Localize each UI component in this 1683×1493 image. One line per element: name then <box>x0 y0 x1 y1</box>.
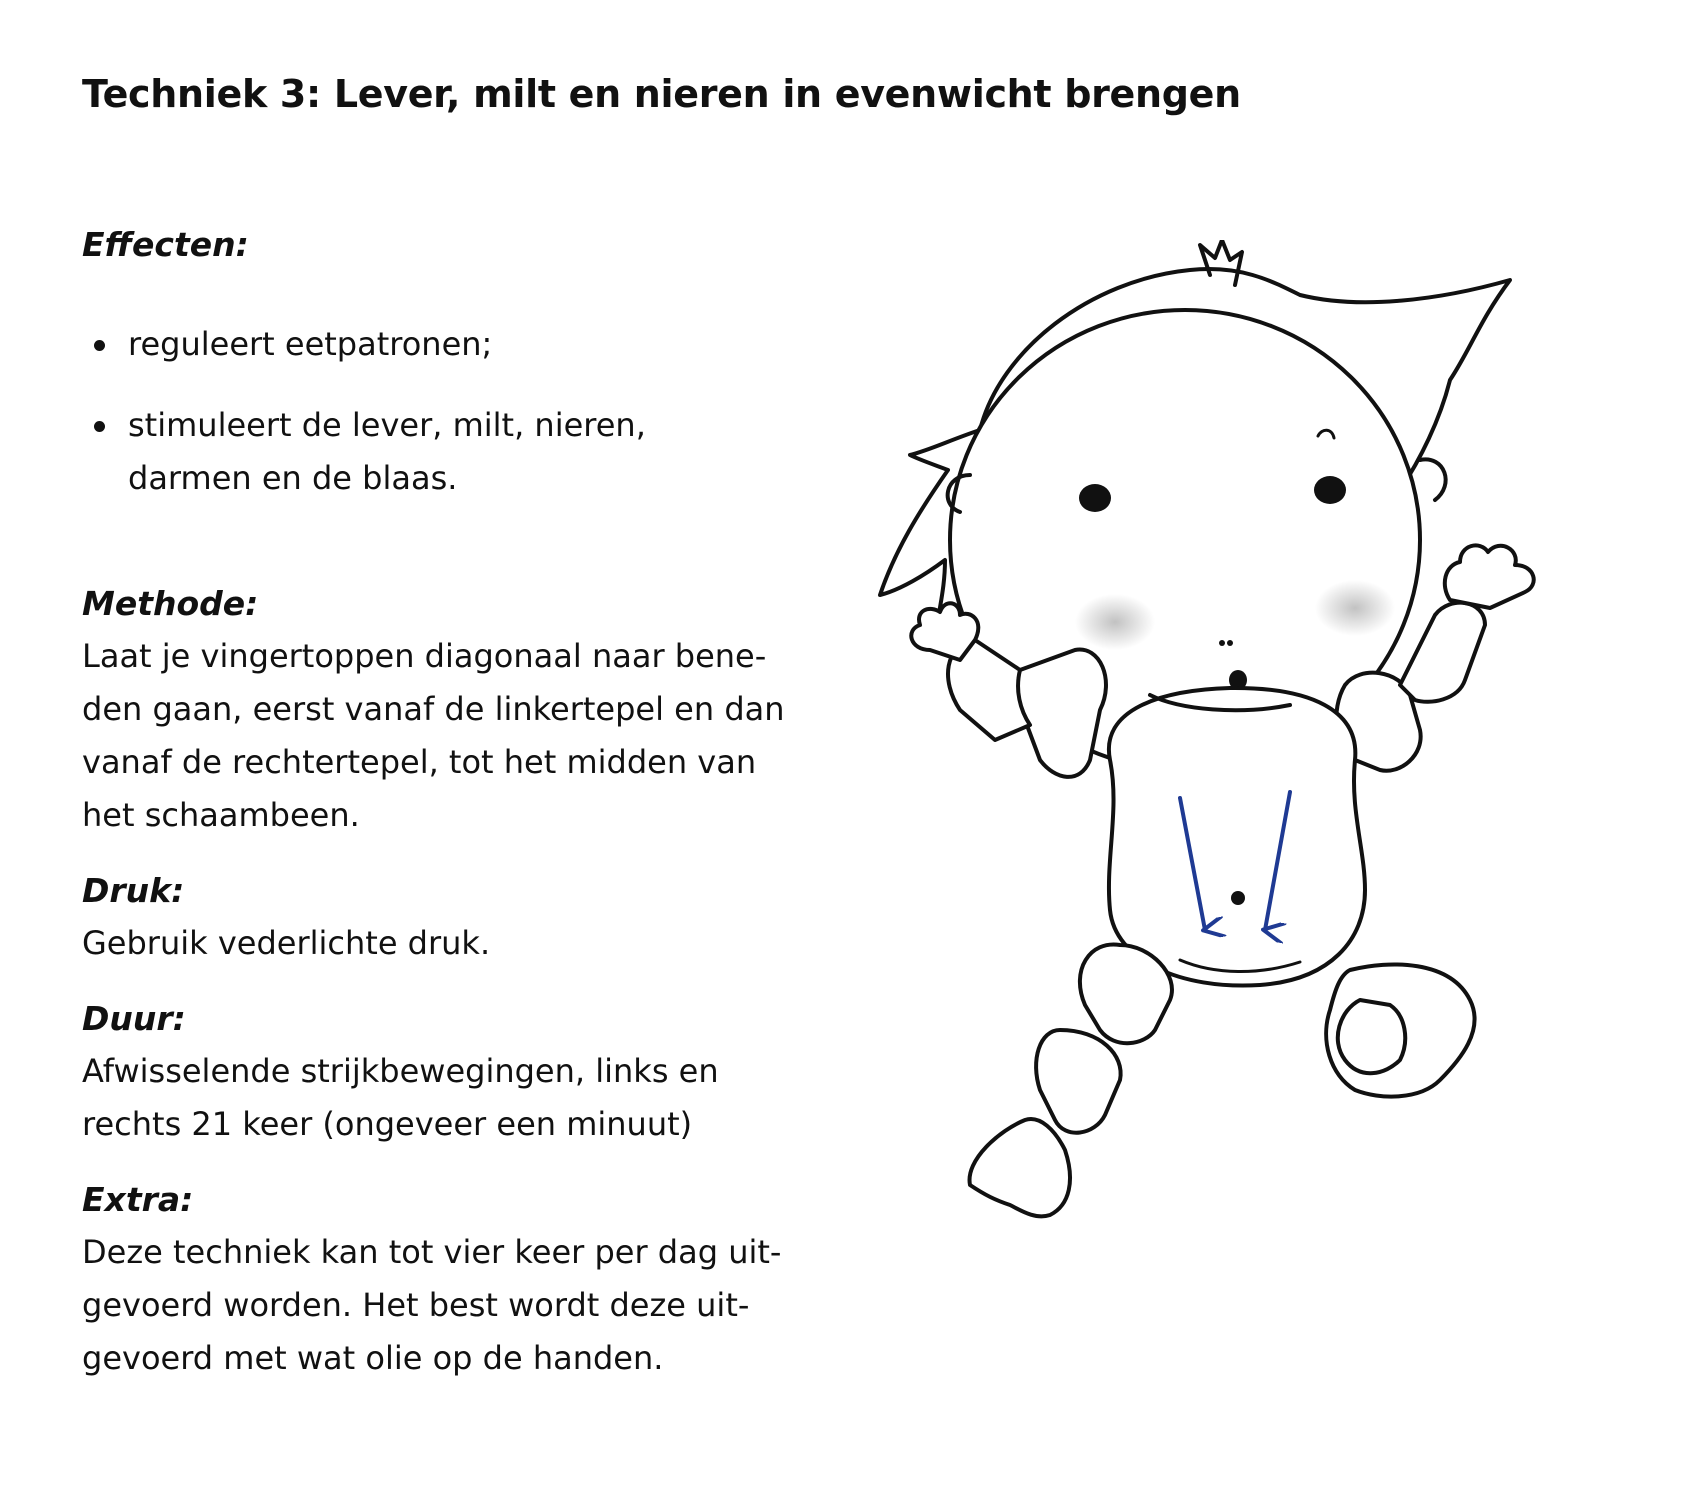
eye-left <box>1079 484 1111 512</box>
baby-torso <box>1109 688 1365 986</box>
section-druk <box>82 864 882 970</box>
effect-text-continued: darmen en de blaas. <box>128 459 458 497</box>
bullet-icon <box>94 340 105 351</box>
extra-text <box>82 1226 882 1385</box>
extra-line: Deze techniek kan tot vier keer per dag uit- <box>82 1233 782 1271</box>
extra-line: gevoerd met wat olie op de handen. <box>82 1339 664 1377</box>
right-arm-lower <box>1400 603 1485 702</box>
page-title: Techniek 3: Lever, milt en nieren in evenwicht brengen <box>82 72 1241 116</box>
left-leg-lower <box>1036 1030 1121 1133</box>
hair-tuft <box>1200 240 1242 285</box>
duur-line: rechts 21 keer (ongeveer een minuut) <box>82 1105 693 1143</box>
section-methode <box>82 577 882 842</box>
baby-illustration <box>860 240 1620 1280</box>
effect-text: stimuleert de lever, milt, nieren, <box>128 406 646 444</box>
methode-text <box>82 630 882 842</box>
section-extra <box>82 1173 882 1385</box>
blush-right <box>1315 580 1395 636</box>
duur-heading: Duur: <box>82 999 186 1038</box>
list-item <box>82 399 882 505</box>
druk-line: Gebruik vederlichte druk. <box>82 924 491 962</box>
left-leg-upper <box>1080 944 1172 1043</box>
ear-right <box>1420 459 1446 500</box>
methode-heading: Methode: <box>82 584 259 623</box>
left-foot <box>970 1119 1070 1216</box>
druk-text <box>82 917 882 970</box>
methode-line: vanaf de rechtertepel, tot het midden van <box>82 743 757 781</box>
extra-line: gevoerd worden. Het best wordt deze uit- <box>82 1286 750 1324</box>
section-duur <box>82 992 882 1151</box>
effecten-list <box>82 318 882 505</box>
methode-line: den gaan, eerst vanaf de linkertepel en dan <box>82 690 785 728</box>
extra-heading: Extra: <box>82 1180 194 1219</box>
section-effecten <box>82 218 882 505</box>
nose-dot <box>1227 640 1233 646</box>
duur-text <box>82 1045 882 1151</box>
effecten-heading: Effecten: <box>82 225 249 264</box>
belly-button <box>1231 891 1245 905</box>
eye-right <box>1314 476 1346 504</box>
bullet-icon <box>94 421 105 432</box>
list-item <box>82 318 882 371</box>
right-foot <box>1338 1000 1405 1073</box>
right-hand <box>1445 545 1534 608</box>
druk-heading: Druk: <box>82 871 185 910</box>
methode-line: het schaambeen. <box>82 796 360 834</box>
blush-left <box>1075 594 1155 650</box>
duur-line: Afwisselende strijkbewegingen, links en <box>82 1052 719 1090</box>
nose-dot <box>1219 640 1225 646</box>
effect-text: reguleert eetpatronen; <box>128 325 493 363</box>
methode-line: Laat je vingertoppen diagonaal naar bene- <box>82 637 767 675</box>
instruction-text <box>82 218 882 1385</box>
